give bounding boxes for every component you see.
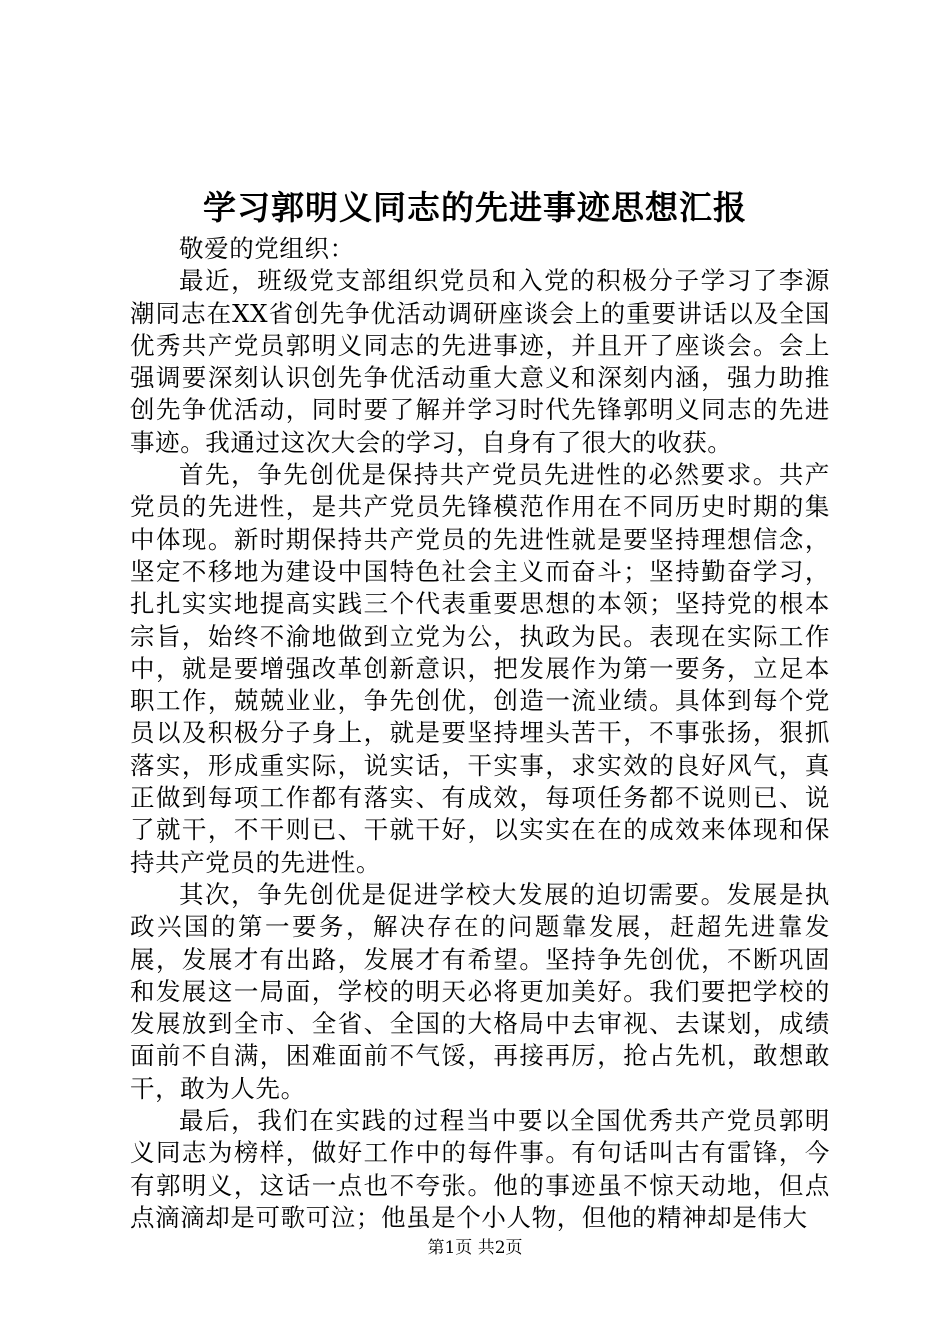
page-number-footer: 第1页 共2页 (427, 1238, 523, 1258)
paragraph-1: 最近，班级党支部组织党员和入党的积极分子学习了李源潮同志在XX省创先争优活动调研座谈会上的重要讲话以及全国优秀共产党员郭明义同志的先进事迹，并且开了座谈会。会上强调要深刻认识创先争优活动重大意义和深刻内涵，强力助推创先争优活动，同时要了解并学习时代先锋郭明义同志的先进事迹。我通过这次大会的学习，自身有了很大的收获。 (130, 266, 830, 457)
document-title: 学习郭明义同志的先进事迹思想汇报 (203, 188, 747, 227)
salutation: 敬爱的党组织： (179, 234, 355, 263)
document-body (130, 233, 830, 1234)
paragraph-3: 其次，争先创优是促进学校大发展的迫切需要。发展是执政兴国的第一要务，解决存在的问题靠发展，赶超先进靠发展，发展才有出路，发展才有希望。坚持争先创优，不断巩固和发展这一局面，学校的明天必将更加美好。我们要把学校的发展放到全市、全省、全国的大格局中去审视、去谋划，成绩面前不自满，困难面前不气馁，再接再厉，抢占先机，敢想敢干，敢为人先。 (130, 879, 830, 1103)
paragraph-2: 首先，争先创优是保持共产党员先进性的必然要求。共产党员的先进性，是共产党员先锋模范作用在不同历史时期的集中体现。新时期保持共产党员的先进性就是要坚持理想信念，坚定不移地为建设中国特色社会主义而奋斗；坚持勤奋学习，扎扎实实地提高实践三个代表重要思想的本领；坚持党的根本宗旨，始终不渝地做到立党为公，执政为民。表现在实际工作中，就是要增强改革创新意识，把发展作为第一要务，立足本职工作，兢兢业业，争先创优，创造一流业绩。具体到每个党员以及积极分子身上，就是要坚持埋头苦干，不事张扬，狠抓落实，形成重实际，说实话，干实事，求实效的良好风气，真正做到每项工作都有落实、有成效，每项任务都不说则已、说了就干，不干则已、干就干好，以实实在在的成效来体现和保持共产党员的先进性。 (130, 460, 830, 877)
paragraph-4: 最后，我们在实践的过程当中要以全国优秀共产党员郭明义同志为榜样，做好工作中的每件事。有句话叫古有雷锋，今有郭明义，这话一点也不夸张。他的事迹虽不惊天动地，但点点滴滴却是可歌可泣；他虽是个小人物，但他的精神却是伟大 (130, 1106, 830, 1232)
